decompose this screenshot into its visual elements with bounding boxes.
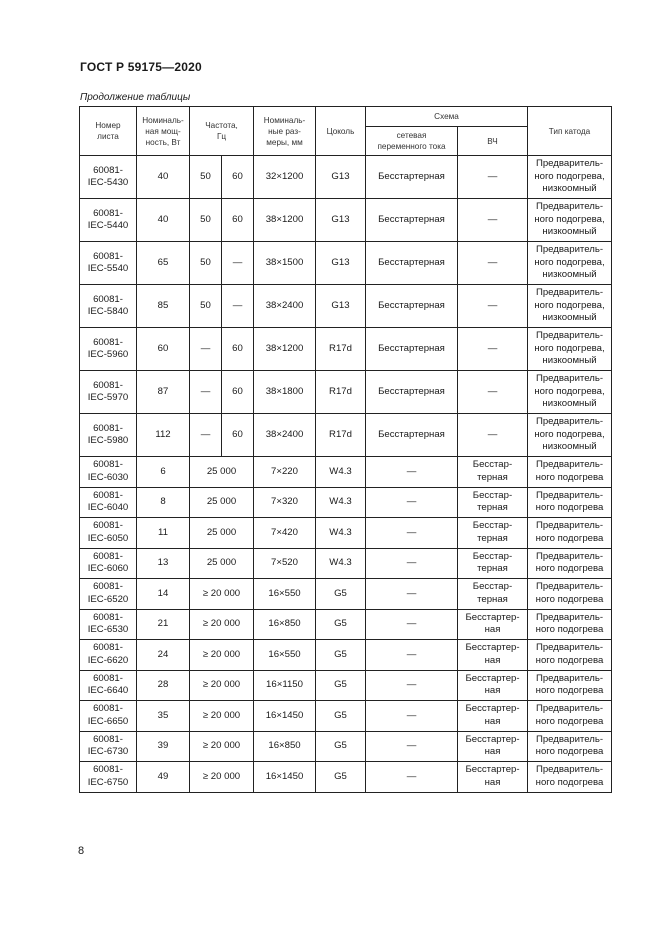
cell-sheet: 60081- IEC-6530 xyxy=(80,609,137,640)
table-row xyxy=(80,487,612,518)
cell-sheet: 60081- IEC-6520 xyxy=(80,579,137,610)
cell-power: 39 xyxy=(137,731,190,762)
cell-power: 24 xyxy=(137,640,190,671)
table-row xyxy=(80,371,612,414)
cell-scheme-ac: — xyxy=(366,457,458,488)
cell-scheme-hf: Бесстар- терная xyxy=(458,548,528,579)
cell-frequency-60: 60 xyxy=(222,156,254,199)
header-scheme-hf: ВЧ xyxy=(458,127,528,156)
cell-dimensions: 38×2400 xyxy=(254,285,316,328)
cell-scheme-ac: — xyxy=(366,731,458,762)
cell-scheme-hf: — xyxy=(458,285,528,328)
cell-base: G5 xyxy=(316,701,366,732)
cell-dimensions: 16×1450 xyxy=(254,762,316,793)
cell-scheme-hf: Бесстар- терная xyxy=(458,487,528,518)
cell-cathode: Предваритель- ного подогрева xyxy=(528,762,612,793)
cell-base: G5 xyxy=(316,731,366,762)
cell-frequency: ≥ 20 000 xyxy=(190,762,254,793)
table-row xyxy=(80,414,612,457)
lamp-spec-table xyxy=(79,106,612,793)
cell-dimensions: 16×850 xyxy=(254,609,316,640)
cell-base: G13 xyxy=(316,242,366,285)
cell-scheme-hf: Бесстар- терная xyxy=(458,518,528,549)
table-row xyxy=(80,328,612,371)
cell-frequency: ≥ 20 000 xyxy=(190,731,254,762)
table-row xyxy=(80,731,612,762)
cell-sheet: 60081- IEC-6050 xyxy=(80,518,137,549)
cell-dimensions: 38×1200 xyxy=(254,328,316,371)
cell-frequency: 25 000 xyxy=(190,487,254,518)
table-row xyxy=(80,579,612,610)
cell-power: 13 xyxy=(137,548,190,579)
cell-base: R17d xyxy=(316,371,366,414)
cell-base: G5 xyxy=(316,579,366,610)
cell-scheme-ac: — xyxy=(366,548,458,579)
cell-sheet: 60081- IEC-6650 xyxy=(80,701,137,732)
cell-power: 35 xyxy=(137,701,190,732)
cell-dimensions: 38×1500 xyxy=(254,242,316,285)
header-sheet: Номер листа xyxy=(80,107,137,156)
cell-base: G13 xyxy=(316,156,366,199)
cell-cathode: Предваритель- ного подогрева xyxy=(528,457,612,488)
cell-frequency: 25 000 xyxy=(190,457,254,488)
cell-scheme-ac: Бесстартерная xyxy=(366,242,458,285)
cell-power: 21 xyxy=(137,609,190,640)
cell-frequency-50: 50 xyxy=(190,242,222,285)
cell-scheme-ac: Бесстартерная xyxy=(366,414,458,457)
cell-base: W4.3 xyxy=(316,457,366,488)
cell-frequency: 25 000 xyxy=(190,548,254,579)
cell-cathode: Предваритель- ного подогрева xyxy=(528,731,612,762)
cell-frequency-50: 50 xyxy=(190,156,222,199)
cell-sheet: 60081- IEC-6640 xyxy=(80,670,137,701)
cell-scheme-ac: — xyxy=(366,609,458,640)
header-dimensions: Номиналь- ные раз- меры, мм xyxy=(254,107,316,156)
document-code: ГОСТ Р 59175—2020 xyxy=(80,60,202,74)
cell-dimensions: 38×1200 xyxy=(254,199,316,242)
cell-cathode: Предваритель- ного подогрева xyxy=(528,579,612,610)
cell-dimensions: 16×1450 xyxy=(254,701,316,732)
table-row xyxy=(80,457,612,488)
cell-dimensions: 7×220 xyxy=(254,457,316,488)
cell-scheme-ac: Бесстартерная xyxy=(366,285,458,328)
cell-sheet: 60081- IEC-6060 xyxy=(80,548,137,579)
cell-power: 6 xyxy=(137,457,190,488)
cell-frequency: ≥ 20 000 xyxy=(190,670,254,701)
cell-scheme-ac: — xyxy=(366,701,458,732)
cell-sheet: 60081- IEC-6750 xyxy=(80,762,137,793)
cell-power: 85 xyxy=(137,285,190,328)
cell-frequency-50: 50 xyxy=(190,199,222,242)
cell-base: W4.3 xyxy=(316,548,366,579)
cell-scheme-ac: Бесстартерная xyxy=(366,371,458,414)
cell-base: G5 xyxy=(316,609,366,640)
cell-sheet: 60081- IEC-5430 xyxy=(80,156,137,199)
cell-power: 49 xyxy=(137,762,190,793)
cell-frequency-60: — xyxy=(222,285,254,328)
cell-scheme-hf: Бесстартер- ная xyxy=(458,640,528,671)
cell-frequency: ≥ 20 000 xyxy=(190,609,254,640)
cell-dimensions: 16×550 xyxy=(254,640,316,671)
header-frequency: Частота, Гц xyxy=(190,107,254,156)
table-caption: Продолжение таблицы xyxy=(80,92,191,103)
cell-sheet: 60081- IEC-5440 xyxy=(80,199,137,242)
cell-base: W4.3 xyxy=(316,487,366,518)
cell-scheme-ac: — xyxy=(366,579,458,610)
table-row xyxy=(80,701,612,732)
cell-dimensions: 7×520 xyxy=(254,548,316,579)
cell-dimensions: 7×420 xyxy=(254,518,316,549)
cell-dimensions: 16×850 xyxy=(254,731,316,762)
cell-scheme-hf: Бесстартер- ная xyxy=(458,762,528,793)
cell-sheet: 60081- IEC-6620 xyxy=(80,640,137,671)
cell-frequency: ≥ 20 000 xyxy=(190,640,254,671)
cell-cathode: Предваритель- ного подогрева xyxy=(528,670,612,701)
cell-scheme-hf: — xyxy=(458,328,528,371)
cell-scheme-hf: — xyxy=(458,242,528,285)
cell-scheme-hf: Бесстартер- ная xyxy=(458,670,528,701)
cell-sheet: 60081- IEC-5980 xyxy=(80,414,137,457)
cell-frequency: ≥ 20 000 xyxy=(190,701,254,732)
cell-power: 87 xyxy=(137,371,190,414)
cell-power: 11 xyxy=(137,518,190,549)
cell-scheme-hf: Бесстартер- ная xyxy=(458,609,528,640)
table-row xyxy=(80,609,612,640)
cell-dimensions: 32×1200 xyxy=(254,156,316,199)
cell-base: G5 xyxy=(316,670,366,701)
table-row xyxy=(80,156,612,199)
table-row xyxy=(80,640,612,671)
cell-scheme-hf: Бесстар- терная xyxy=(458,579,528,610)
cell-cathode: Предваритель- ного подогрева xyxy=(528,640,612,671)
table-row xyxy=(80,518,612,549)
cell-scheme-hf: Бесстартер- ная xyxy=(458,701,528,732)
cell-cathode: Предваритель- ного подогрева, низкоомный xyxy=(528,242,612,285)
cell-cathode: Предваритель- ного подогрева, низкоомный xyxy=(528,156,612,199)
cell-frequency-60: 60 xyxy=(222,328,254,371)
cell-base: G5 xyxy=(316,640,366,671)
cell-scheme-hf: — xyxy=(458,156,528,199)
cell-scheme-ac: Бесстартерная xyxy=(366,156,458,199)
cell-cathode: Предваритель- ного подогрева, низкоомный xyxy=(528,199,612,242)
cell-cathode: Предваритель- ного подогрева, низкоомный xyxy=(528,285,612,328)
cell-frequency-50: — xyxy=(190,328,222,371)
cell-cathode: Предваритель- ного подогрева xyxy=(528,548,612,579)
cell-frequency-60: 60 xyxy=(222,199,254,242)
table-row xyxy=(80,670,612,701)
cell-dimensions: 16×1150 xyxy=(254,670,316,701)
cell-scheme-ac: — xyxy=(366,762,458,793)
cell-base: R17d xyxy=(316,328,366,371)
page-number: 8 xyxy=(78,845,85,857)
cell-power: 8 xyxy=(137,487,190,518)
cell-power: 14 xyxy=(137,579,190,610)
cell-cathode: Предваритель- ного подогрева, низкоомный xyxy=(528,414,612,457)
cell-cathode: Предваритель- ного подогрева xyxy=(528,609,612,640)
cell-cathode: Предваритель- ного подогрева, низкоомный xyxy=(528,328,612,371)
cell-frequency-50: 50 xyxy=(190,285,222,328)
cell-base: G5 xyxy=(316,762,366,793)
cell-sheet: 60081- IEC-5540 xyxy=(80,242,137,285)
table-row xyxy=(80,548,612,579)
cell-cathode: Предваритель- ного подогрева xyxy=(528,701,612,732)
cell-dimensions: 38×1800 xyxy=(254,371,316,414)
cell-frequency-60: — xyxy=(222,242,254,285)
cell-power: 112 xyxy=(137,414,190,457)
cell-frequency: ≥ 20 000 xyxy=(190,579,254,610)
cell-power: 28 xyxy=(137,670,190,701)
cell-scheme-ac: Бесстартерная xyxy=(366,328,458,371)
cell-scheme-ac: — xyxy=(366,487,458,518)
cell-scheme-hf: Бесстартер- ная xyxy=(458,731,528,762)
cell-frequency-60: 60 xyxy=(222,371,254,414)
cell-cathode: Предваритель- ного подогрева xyxy=(528,518,612,549)
cell-scheme-ac: — xyxy=(366,640,458,671)
cell-sheet: 60081- IEC-5840 xyxy=(80,285,137,328)
cell-power: 40 xyxy=(137,156,190,199)
header-scheme-ac: сетевая переменного тока xyxy=(366,127,458,156)
table-row xyxy=(80,285,612,328)
cell-scheme-hf: Бесстар- терная xyxy=(458,457,528,488)
cell-scheme-ac: — xyxy=(366,670,458,701)
cell-cathode: Предваритель- ного подогрева xyxy=(528,487,612,518)
cell-sheet: 60081- IEC-6030 xyxy=(80,457,137,488)
table-row xyxy=(80,762,612,793)
cell-sheet: 60081- IEC-5970 xyxy=(80,371,137,414)
cell-dimensions: 16×550 xyxy=(254,579,316,610)
header-base: Цоколь xyxy=(316,107,366,156)
table-body xyxy=(80,156,612,793)
cell-sheet: 60081- IEC-6730 xyxy=(80,731,137,762)
cell-scheme-ac: — xyxy=(366,518,458,549)
table-row xyxy=(80,242,612,285)
cell-scheme-hf: — xyxy=(458,414,528,457)
cell-frequency-50: — xyxy=(190,414,222,457)
cell-frequency-60: 60 xyxy=(222,414,254,457)
cell-scheme-hf: — xyxy=(458,199,528,242)
cell-power: 65 xyxy=(137,242,190,285)
cell-base: W4.3 xyxy=(316,518,366,549)
cell-frequency-50: — xyxy=(190,371,222,414)
header-scheme: Схема xyxy=(366,107,528,127)
cell-power: 40 xyxy=(137,199,190,242)
cell-dimensions: 7×320 xyxy=(254,487,316,518)
table-row xyxy=(80,199,612,242)
cell-scheme-hf: — xyxy=(458,371,528,414)
cell-base: R17d xyxy=(316,414,366,457)
cell-cathode: Предваритель- ного подогрева, низкоомный xyxy=(528,371,612,414)
cell-sheet: 60081- IEC-6040 xyxy=(80,487,137,518)
cell-base: G13 xyxy=(316,285,366,328)
header-cathode: Тип катода xyxy=(528,107,612,156)
header-power: Номиналь- ная мощ- ность, Вт xyxy=(137,107,190,156)
cell-sheet: 60081- IEC-5960 xyxy=(80,328,137,371)
cell-scheme-ac: Бесстартерная xyxy=(366,199,458,242)
cell-frequency: 25 000 xyxy=(190,518,254,549)
cell-dimensions: 38×2400 xyxy=(254,414,316,457)
cell-base: G13 xyxy=(316,199,366,242)
cell-power: 60 xyxy=(137,328,190,371)
